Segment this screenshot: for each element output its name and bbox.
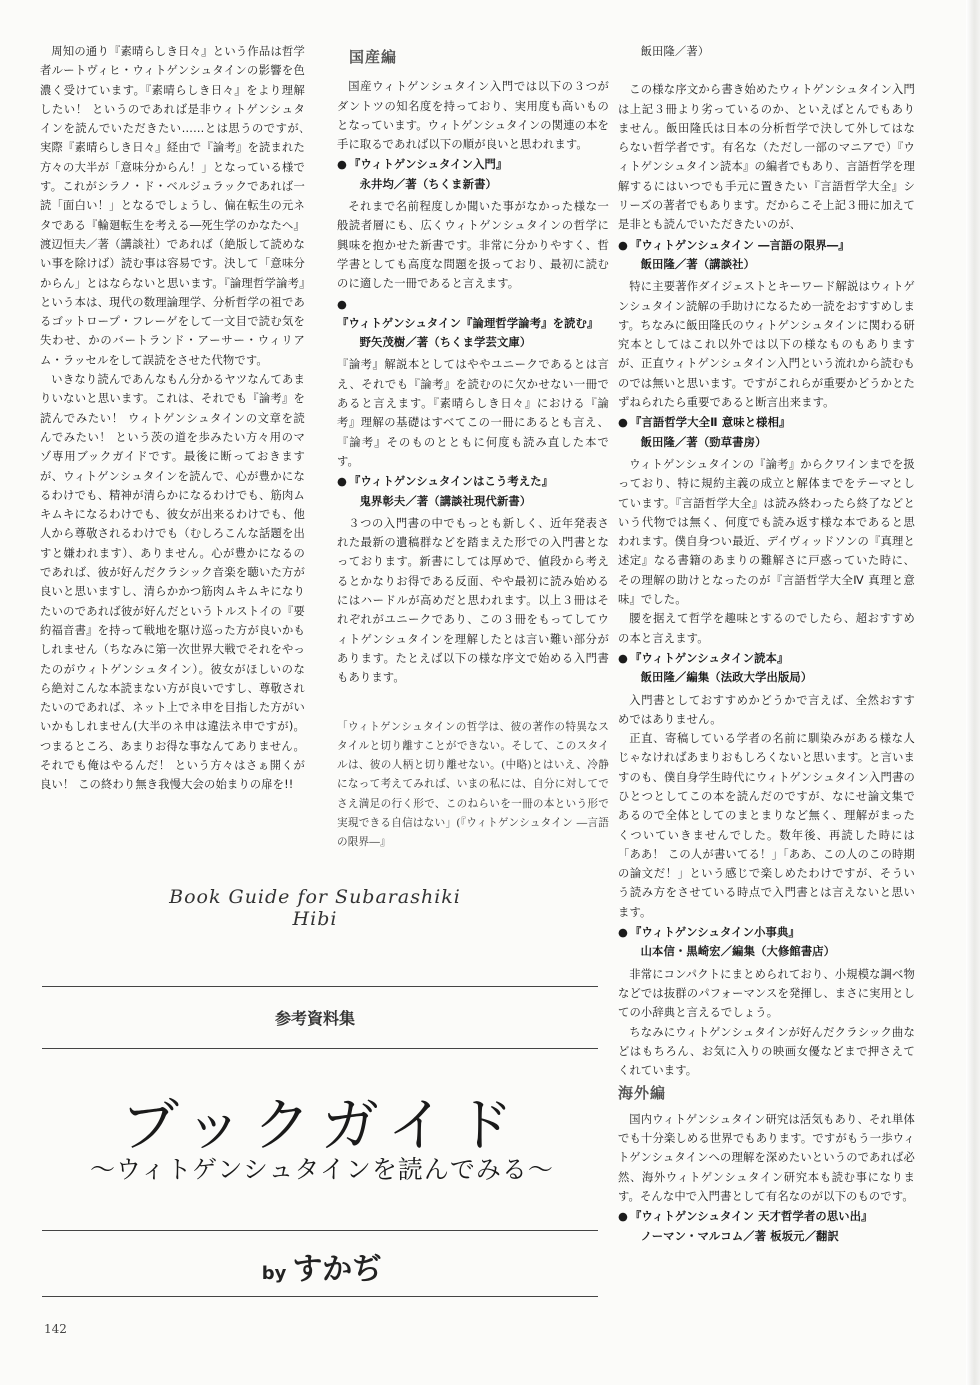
book-title	[337, 155, 609, 174]
left-column	[40, 42, 305, 795]
bullet-icon: ●	[618, 651, 629, 665]
quote-source: 飯田隆／著）	[640, 45, 710, 58]
book-author: 山本信・黒崎宏／編集（大修館書店）	[640, 945, 836, 959]
book-title-text: 『ウィトゲンシュタイン小事典』	[630, 926, 800, 940]
intro-paragraph-2: いきなり読んであんなもん分かるヤツなんてあまりいないと思います。これは、それでも『論考』を読んでみたい！ ウィトゲンシュタインの文章を読んでみたい！ という茨の道を歩みたい方々用のマゾ専用ブックガイドです。最後に断っておきますが、ウィトゲンシュタインを読んで、心が豊かになるわけでも、精神が清らかになるわけでも、筋肉ムキムキになるわけでも、彼女が出来るわけでも、他人から尊敬されるわけでも（むしろこんな話題を出すと嫌われます）、ありません。心が豊かになるのであれば、彼が好んだクラシック音楽を聴いた方が良いと思いますし、清らかかつ筋肉ムキムキになりたいのであれば彼が好んだというトルストイの『要約福音書』を持って戦地を駆け巡った方が良いかもしれません（ちなみに第一次世界大戦でそれをやったのがウィトゲンシュタイン）。彼女がほしいのなら絶対こんな本読まない方が良いですし、尊敬されたいのであれば、ネット上でネ申を目指した方がいいかもしれません(大半のネ申は違法ネ申ですが)。つまるところ、あまりお得な事なんてありません。それでも俺はやるんだ！ という方々はさぁ開くが良い！ この終わり無き我慢大会の始まりの扉を!!	[40, 373, 305, 792]
guide-subtitle: Book Guide for Subarashiki Hibi	[169, 886, 461, 930]
book-title-text: 『ウィトゲンシュタイン ―言語の限界―』	[630, 238, 850, 252]
book-description: 正直、寄稿している学者の名前に馴染みがある様な人じゃなければあまりおもしろくないと思います。と言いますのも、僕自身学生時代にウィトゲンシュタイン入門書のひとつとしてこの本を読んだのですが、なにせ論文集であるので全体としてのまとまりなど無く、理解がまったくついていきませんでした。数年後、再読した時には「ああ！ この人が書いてる！」「ああ、この人のこの時期の論文だ！」という感じで楽しめたわけですが、そういう読み方をさせている時点で入門書とは言えないと思います。	[618, 732, 915, 919]
bullet-icon: ●	[618, 1210, 629, 1224]
book-author: 飯田隆／著（講談社）	[640, 257, 756, 271]
byline	[42, 1244, 602, 1288]
book-title	[618, 923, 915, 942]
overseas-intro: 国内ウィトゲンシュタイン研究は活気もあり、それ単体でも十分楽しめる世界でもあります。ですがもう一歩ウィトゲンシュタインへの理解を深めたいというのであれば必然、海外ウィトゲンシュタイン研究本も読む事になります。そんな中で入門書として有名なのが以下のものです。	[618, 1112, 915, 1203]
bullet-icon: ●	[337, 475, 348, 489]
book-author: 飯田隆／著（勁草書房）	[640, 435, 767, 449]
book-description: ３つの入門書の中でもっとも新しく、近年発表された最新の遺稿群などを踏まえた形での入門書となっております。新書にしては厚めで、値段から考えるとかなりお得である反面、やや最初に読み始めるにはハードルが高めだと思われます。以上３冊はそれぞれがユニークであり、この３冊をもってしてウィトゲンシュタインを理解したとは言い難い部分があります。たとえば以下の様な序文で始める入門書もあります。	[337, 516, 609, 685]
book-title	[618, 413, 915, 432]
book-description: ウィトゲンシュタインの『論考』からクワインまでを扱っており、特に規約主義の成立と解体までをテーマとしています。『言語哲学大全』は読み終わったら終了などという代物では無く、何度でも読み返す様な本であると思われます。僕自身つい最近、デイヴィッドソンの『真理と述定』なる書籍のあまりの難解さに戸惑っていた時に、その理解の助けとなったのが『言語哲学大全Ⅳ 真理と意味』でした。	[618, 457, 915, 607]
book-author: 鬼界彰夫／著（講談社現代新書）	[359, 494, 532, 508]
book-title-text: 『ウィトゲンシュタインはこう考えた』	[349, 475, 554, 489]
bullet-icon: ●	[337, 158, 348, 172]
title-rule-top	[42, 986, 598, 987]
book-author: 野矢茂樹／著（ちくま学芸文庫）	[359, 336, 532, 350]
title-rule-middle	[42, 1048, 598, 1049]
book-author: 永井均／著（ちくま新書）	[359, 177, 497, 191]
main-title: ブックガイド	[120, 1091, 524, 1159]
bullet-icon: ●	[618, 238, 629, 252]
book-title	[618, 236, 915, 255]
book-author: ノーマン・マルコム／著 板坂元／翻訳	[640, 1229, 839, 1243]
book-title	[618, 1207, 915, 1226]
book-description: それまで名前程度しか聞いた事がなかった様な一般読者層にも、広くウィトゲンシュタインの哲学に興味を抱かせた新書です。非常に分かりやすく、哲学書としても高度な問題を扱っており、最初に読むのに適した一冊であると言えます。	[337, 200, 609, 291]
book-title	[618, 649, 915, 668]
scan-edge	[966, 0, 980, 1385]
byline-by: by	[261, 1263, 287, 1284]
middle-column	[337, 42, 609, 857]
bullet-icon: ●	[337, 297, 348, 311]
after-quote-paragraph: この様な序文から書き始めたウィトゲンシュタイン入門は上記３冊より劣っているのか、といえばとんでもありません。飯田隆氏は日本の分析哲学で決して外してはならない哲学者です。有名な（ただし一部のマニアで）『ウィトゲンシュタイン読本』の編者でもあり、言語哲学を理解するにはいつでも手元に置きたい『言語哲学大全』シリーズの著者でもあります。だからこそ上記３冊に加えて是非とも読んでいただきたいのが、	[618, 83, 915, 232]
title-rule-byline-top	[42, 1230, 598, 1231]
intro-paragraph-1: 周知の通り『素晴らしき日々』という作品は哲学者ルートヴィヒ・ウィトゲンシュタインの影響を色濃く受けています。『素晴らしき日々』をより理解したい！ というのであれば是非ウィトゲンシュタインを読んでいただきたい……とは思うのですが､実際『素晴らしき日々』経由で『論考』を読まれた方々の大半が「意味分からん！」となっている様です。これがシラノ・ド・ベルジュラックであれば一読「面白い！」となるでしょうし、偏在転生の元ネタである『輪廻転生を考える―死生学のかなたへ』渡辺恒夫／著（講談社）であれば（絶版して読めない事を除けば）読む事は容易です。決して「意味分からん」とはならないと思います。『論理哲学論考』という本は、現代の数理論理学、分析哲学の祖であるゴットロープ・フレーゲをして一文目で読む気を失わせ、かのバートランド・アーサー・ウィリアム・ラッセルをして誤読をさせた代物です。	[40, 45, 305, 367]
quoted-preface: 「ウィトゲンシュタインの哲学は、彼の著作の特異なスタイルと切り離すことができない。そして、このスタイルは、彼の人柄と切り離せない。(中略)とはいえ、冷静になって考えてみれば、いまの私には、自分に対してでさえ満足の行く形で、このねらいを一冊の本という形で実現できる自信はない」(『ウィトゲンシュタイン ―言語の限界―』	[337, 720, 609, 849]
book-title	[337, 472, 609, 491]
book-description: 非常にコンパクトにまとめられており、小規模な調べ物などでは抜群のパフォーマンスを発揮し、まさに実用としての小辞典と言えるでしょう。	[618, 967, 915, 1020]
materials-label: 参考資料集	[274, 1009, 355, 1028]
book-description: 『論考』解説本としてはややユニークであるとは言え、それでも『論考』を読むのに欠かせない一冊であると言えます。『素晴らしき日々』における『論考』理解の基礎はすべてこの一冊にあるとも言え、『論考』そのものとともに何度も読み直した本です。	[337, 358, 609, 468]
book-title-text: 『ウィトゲンシュタイン読本』	[630, 651, 789, 665]
book-title-text: 『ウィトゲンシュタイン『論理哲学論考』を読む』	[337, 316, 599, 330]
book-title-text: 『ウィトゲンシュタイン入門』	[349, 158, 508, 172]
overseas-heading: 海外編	[618, 1084, 667, 1103]
page-number: 142	[44, 1322, 67, 1336]
title-rule-byline-bottom	[42, 1296, 598, 1297]
book-author: 飯田隆／編集（法政大学出版局）	[640, 671, 813, 685]
book-description: 入門書としておすすめかどうかで言えば、全然おすすめではありません。	[618, 693, 915, 726]
book-title	[337, 295, 609, 334]
book-description: 特に主要著作ダイジェストとキーワード解説はウィトゲンシュタイン読解の手助けになるため一読をおすすめします。ちなみに飯田隆氏のウィトゲンシュタインに関わる研究本としてはこれ以外では以下の様なものもありますが、正直ウィトゲンシュタイン入門という流れから読むものでは無いと思います。ですがこれらが重要かどうかとたずねられたら重要であると断言出来ます。	[618, 280, 915, 410]
bullet-icon: ●	[618, 926, 629, 940]
byline-author: すかぢ	[292, 1252, 383, 1287]
book-title-text: 『ウィトゲンシュタイン 天才哲学者の思い出』	[630, 1210, 873, 1224]
bullet-icon: ●	[618, 416, 629, 430]
book-title-text: 『言語哲学大全Ⅱ 意味と様相』	[630, 416, 791, 430]
book-description: ちなみにウィトゲンシュタインが好んだクラシック曲などはもちろん、お気に入りの映画女優などまで押さえてくれています。	[618, 1025, 915, 1078]
sub-title: ～ウィトゲンシュタインを読んでみる～	[90, 1155, 554, 1184]
spacer	[618, 61, 915, 80]
book-description: 腰を据えて哲学を趣味とするのでしたら、超おすすめの本と言えます。	[618, 612, 915, 645]
domestic-heading: 国産編	[349, 48, 398, 66]
domestic-intro: 国産ウィトゲンシュタイン入門では以下の３つがダントツの知名度を持っており、実用度も高いものとなっています。ウィトゲンシュタインの関連の本を手に取るであれば以下の順が良いと思われます。	[337, 80, 609, 152]
right-column	[618, 42, 915, 1249]
